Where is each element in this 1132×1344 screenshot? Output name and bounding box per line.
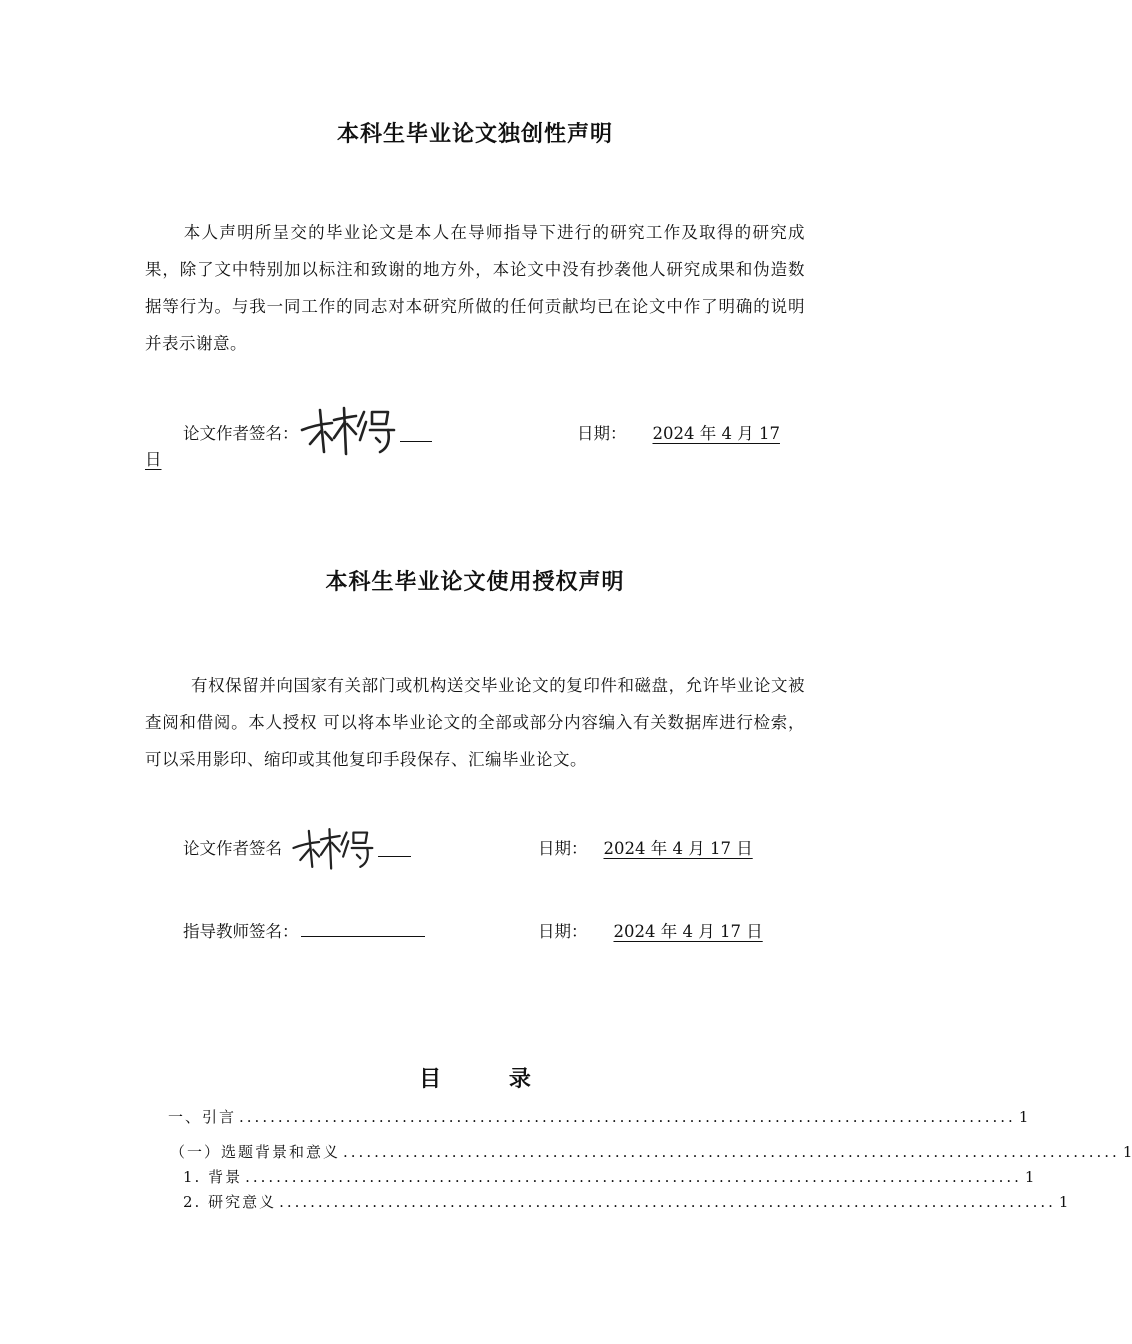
authorization-author-date-row	[538, 835, 753, 859]
authorization-signature-line	[378, 855, 411, 857]
originality-author-row	[183, 420, 299, 444]
toc-entry-label: 1. 背景	[183, 1168, 243, 1186]
toc-entry[interactable]	[183, 1166, 1035, 1187]
authorization-title: 本科生毕业论文使用授权声明	[325, 570, 625, 595]
advisor-signature-line	[301, 935, 425, 937]
authorization-author-date-label: 日期：	[538, 839, 588, 858]
originality-date-label: 日期：	[577, 424, 627, 443]
toc-entry-label: （一）选题背景和意义	[170, 1143, 341, 1161]
toc-entry[interactable]	[183, 1191, 1069, 1212]
advisor-row	[183, 918, 425, 942]
originality-signature-image	[298, 404, 403, 456]
authorization-author-row	[183, 835, 282, 859]
toc-entry-page: 1	[1058, 1193, 1069, 1211]
advisor-date-label: 日期：	[538, 922, 588, 941]
originality-signature-line	[400, 440, 432, 442]
originality-paragraph	[145, 214, 805, 362]
toc-leader: ....................................................................................................	[343, 1143, 1120, 1161]
originality-author-label: 论文作者签名：	[183, 424, 299, 443]
originality-title: 本科生毕业论文独创性声明	[336, 122, 613, 147]
toc-entry[interactable]	[170, 1141, 1132, 1162]
authorization-author-label: 论文作者签名	[183, 839, 282, 858]
authorization-paragraph	[145, 667, 805, 778]
toc-entry-page: 1	[1122, 1143, 1132, 1161]
originality-date-tail: 日	[145, 450, 162, 469]
authorization-paragraph-text: 有权保留并向国家有关部门或机构送交毕业论文的复印件和磁盘，允许毕业论文被查阅和借阅。本人授权 可以将本毕业论文的全部或部分内容编入有关数据库进行检索，可以采用影印、缩印或其他复印手段保存、汇编毕业论文。	[145, 676, 805, 769]
toc-entry-label: 一、引言	[168, 1108, 237, 1126]
authorization-author-date-value: 2024 年 4 月 17 日	[603, 839, 753, 858]
toc-title: 目 录	[419, 1067, 561, 1092]
advisor-signature-label: 指导教师签名：	[183, 922, 299, 941]
toc-leader: ....................................................................................................	[245, 1168, 1022, 1186]
authorization-signature-image	[290, 824, 380, 872]
toc-entry-page: 1	[1024, 1168, 1035, 1186]
toc-leader: ....................................................................................................	[239, 1108, 1016, 1126]
advisor-date-value: 2024 年 4 月 17 日	[613, 922, 763, 941]
toc-leader: ....................................................................................................	[279, 1193, 1056, 1211]
toc-entry[interactable]	[168, 1106, 1029, 1127]
originality-date-row	[577, 420, 788, 444]
toc-entry-label: 2. 研究意义	[183, 1193, 277, 1211]
advisor-date-row	[538, 918, 763, 942]
toc-entry-page: 1	[1018, 1108, 1029, 1126]
originality-paragraph-text: 本人声明所呈交的毕业论文是本人在导师指导下进行的研究工作及取得的研究成果，除了文中特别加以标注和致谢的地方外，本论文中没有抄袭他人研究成果和伪造数据等行为。与我一同工作的同志对本研究所做的任何贡献均已在论文中作了明确的说明并表示谢意。	[145, 223, 805, 353]
originality-date-value: 2024 年 4 月 17	[652, 424, 780, 443]
